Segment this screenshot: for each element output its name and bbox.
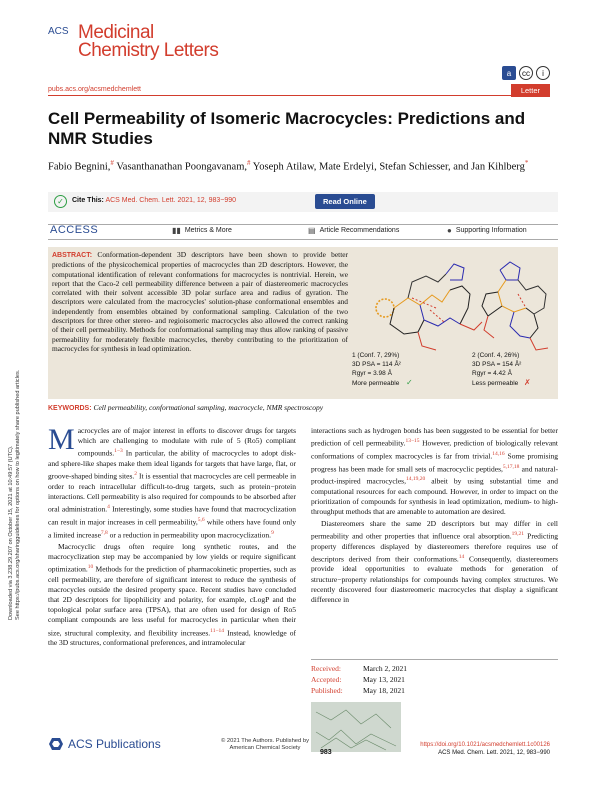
logo-line-2: Chemistry Letters (78, 40, 219, 61)
reference-link[interactable]: 1−3 (114, 448, 123, 455)
body-column-left (48, 423, 296, 650)
reference-link[interactable]: 2 (134, 471, 137, 478)
logo-line-1: Medicinal (78, 22, 154, 43)
body-paragraph: Diastereomers share the same 2D descriptors but may differ in cell permeability and other properties that influence oral absorption.$^{19,21}$ Predicting property differences displayed by diastereomers therefore requires use of descriptors derived from their conformations.$^{14}$ Consequently, diastereomers provide ideal opportunities to evaluate methods for generation of structure−property relationships for compounds having complex structures. We recently discovered four diastereomeric macrocycles that display a significant difference in (311, 518, 558, 605)
header-divider (48, 95, 550, 96)
by-icon[interactable]: i (536, 66, 550, 80)
copyright-line-2: American Chemical Society (229, 745, 301, 751)
article-title: Cell Permeability of Isomeric Macrocycles: Predictions and NMR Studies (48, 109, 526, 148)
abstract-label: ABSTRACT: (52, 252, 93, 259)
check-mark-icon: ✓ (406, 378, 413, 387)
body-paragraph: Macrocycles are of major interest in efforts to discover drugs for targets which are challenging to modulate with rule of 5 (Ro5) compliant compounds.$^{1-3}$ In particular, the ability of macrocycles to adopt disk- and sphere-like shapes make them ideal ligands for targets that have large, flat, or groove-shaped binding sites.$^2$ It is essential that macrocycles are cell permeable in order to reach intracellular difficult-to-drug targets, such as protein−protein interactions. Cell permeability is also required for compounds to be absorbed after oral administration.$^4$ Interestingly, some studies have found that macrocyclization can result in major increases in cell permeability,$^{5,6}$ while others have found only a limited increase$^{7,8}$ or a reduction in permeability upon macrocyclization.$^9$ (48, 423, 296, 540)
logo-publisher-mark: ACS (48, 26, 69, 37)
footer-citation (420, 741, 550, 757)
toc-left-verdict: More permeable (352, 380, 400, 387)
download-notice-line-1: Downloaded via 3.238.29.207 on October 15, 2021 at 10:49:57 (UTC). (8, 445, 14, 620)
drop-cap: M (48, 423, 75, 456)
metrics-link[interactable] (172, 226, 232, 235)
toc-left-psa: 3D PSA = 114 Å² (352, 361, 401, 368)
cite-reference[interactable]: 2021, 12, 983−990 (177, 197, 237, 204)
author-affiliation-mark: # (110, 159, 114, 167)
abstract-text: Conformation-dependent 3D descriptors have been shown to provide better predictions of the physicochemical properties of macrocycles than 2D descriptors. However, the computational identification of relevant conformations for macrocycles is nontrivial. Herein, we report that the Caco-2 cell permeability difference between a pair of diastereomeric macrocycles correlated with their solvent accessible 3D polar surface area and radius of gyration. The descriptors were calculated from the macrocycles' solution-phase conformational ensembles and independently from ensembles obtained by conformational sampling. Calculation of the two descriptors for three other stereo- and regioisomeric macrocycles also allowed the correct ranking of their cell permeability. Methods for conformational sampling may thus allow ranking of passive permeability for moderately flexible macrocycles, thereby contributing to the prioritization of macrocycles for synthesis in lead optimization. (52, 250, 349, 353)
download-notice-line-2[interactable]: See https://pubs.acs.org/sharingguidelines for options on how to legitimately share published articles. (15, 369, 21, 620)
accepted-date: May 13, 2021 (363, 675, 405, 684)
cc-icon[interactable]: cc (519, 66, 533, 80)
metrics-label: Metrics & More (184, 227, 232, 234)
abstract (52, 250, 348, 353)
toc-right-rgyr: Rgyr = 4.42 Å (472, 370, 512, 377)
body-paragraph: Macrocyclic drugs often require long synthetic routes, and the macrocyclization step may be accompanied by low yields or require significant optimization.$^{10}$ Methods for the prediction of pharmacokinetic properties, such as cell permeability, are therefore of significant interest to reduce the synthesis of macrocycles outside the desired property space. Recent studies have concluded that 2D descriptors for lipophilicity and polarity, for example, cLogP and the topological polar surface area (TPSA), that are often used for design of Ro5 compliant compounds are less useful for macrocycles in particular when their size, structural complexity, and flexibility increases.$^{11-14}$ Instead, knowledge of the 3D structures, conformational preferences, and intramolecular (48, 541, 296, 648)
toc-right-verdict: Less permeable (472, 380, 519, 387)
author-name[interactable]: and Jan Kihlberg (453, 161, 525, 173)
reference-link[interactable]: 7,8 (100, 529, 108, 536)
acs-ac-icon[interactable]: a (502, 66, 516, 80)
author-affiliation-mark: # (247, 159, 251, 167)
bar-chart-icon: ▮▮ (172, 226, 181, 235)
cite-label: Cite This: (72, 197, 104, 204)
recommendations-label: Article Recommendations (319, 227, 400, 234)
molecule-1-structure (376, 264, 482, 350)
toc-right-psa: 3D PSA = 154 Å² (472, 361, 522, 368)
toc-right-label: 2 (Conf. 4, 26%) (472, 352, 520, 359)
article-dates (311, 663, 407, 696)
reference-link[interactable]: 9 (271, 529, 274, 536)
reference-link[interactable]: 13−15 (405, 438, 420, 445)
footer-reference: ACS Med. Chem. Lett. 2021, 12, 983−990 (438, 750, 550, 756)
author-affiliation-mark: * (524, 159, 529, 167)
author-name[interactable]: Stefan Schiesser, (379, 161, 451, 173)
reference-link[interactable]: 11−14 (210, 627, 225, 634)
supporting-info-link[interactable] (447, 226, 527, 235)
reference-link[interactable]: 4 (107, 504, 110, 511)
author-list (48, 155, 548, 176)
keywords-text: Cell permeability, conformational sampling, macrocycle, NMR spectroscopy (93, 403, 324, 412)
author-name[interactable]: Vasanthanathan Poongavanam, (116, 161, 247, 173)
cite-journal[interactable]: ACS Med. Chem. Lett. (105, 197, 176, 204)
dates-divider (311, 659, 558, 660)
article-type-badge: Letter (511, 84, 550, 97)
published-label: Published: (311, 686, 343, 695)
reference-link[interactable]: 19,21 (511, 530, 524, 537)
acs-hexagon-icon (48, 737, 64, 751)
recommendations-link[interactable] (308, 226, 399, 235)
author-name[interactable]: Mate Erdelyi, (318, 161, 377, 173)
molecule-2-structure (482, 262, 548, 350)
published-date: May 18, 2021 (363, 686, 405, 695)
cite-text (72, 197, 236, 204)
download-notice (6, 300, 22, 620)
check-circle-icon: ✓ (54, 195, 67, 208)
reference-link[interactable]: 5,17,18 (502, 463, 520, 470)
toc-graphic (350, 250, 555, 395)
toc-left-rgyr: Rgyr = 3.98 Å (352, 370, 392, 377)
reference-link[interactable]: 14,16 (492, 450, 505, 457)
doi-link[interactable]: https://doi.org/10.1021/acsmedchemlett.1c00126 (420, 742, 550, 748)
page-number: 983 (320, 749, 332, 756)
keywords-label: KEYWORDS: (48, 405, 92, 412)
document-list-icon: ▤ (308, 226, 316, 235)
info-circle-icon: ● (447, 226, 452, 235)
supporting-label: Supporting Information (455, 227, 527, 234)
license-icons (502, 66, 550, 80)
body-column-right (311, 426, 558, 606)
copyright-line-1: © 2021 The Authors. Published by (221, 738, 309, 744)
publisher-logo[interactable] (48, 737, 161, 751)
reference-link[interactable]: 5,6 (197, 517, 205, 524)
keywords (48, 403, 558, 412)
reference-link[interactable]: 14,19,20 (405, 476, 426, 483)
read-online-button[interactable]: Read Online (315, 194, 375, 209)
body-paragraph: interactions such as hydrogen bonds has been suggested to be essential for better prediction of cell permeability.$^{13-15}$ However, prediction of biologically relevant conformations of complex macrocycles is far from trivial.$^{14,16}$ Some promising progress has been made for small sets of macrocyclic peptides,$^{5,17,18}$ and natural-product-inspired macrocycles,$^{14,19,20}$ albeit by using substantial time and computational resources for each compound. However, in order to impact on the prioritization of compounds for synthesis in lead optimization, medium- to high-throughput methods that are amenable to automation are desired. (311, 426, 559, 517)
author-name[interactable]: Fabio Begnini, (48, 161, 111, 173)
journal-url[interactable]: pubs.acs.org/acsmedchemlett (48, 86, 141, 93)
access-label: ACCESS (50, 224, 99, 236)
received-date: March 2, 2021 (363, 664, 407, 673)
received-label: Received: (311, 664, 341, 673)
thumbnail-image (311, 702, 401, 752)
reference-link[interactable]: 10 (87, 563, 94, 570)
publisher-name: ACS Publications (68, 737, 161, 751)
copyright (215, 738, 315, 752)
author-name[interactable]: Yoseph Atilaw, (252, 161, 317, 173)
toc-left-label: 1 (Conf. 7, 29%) (352, 352, 400, 359)
reference-link[interactable]: 14 (458, 553, 465, 560)
cross-mark-icon: ✗ (524, 378, 531, 387)
accepted-label: Accepted: (311, 675, 342, 684)
